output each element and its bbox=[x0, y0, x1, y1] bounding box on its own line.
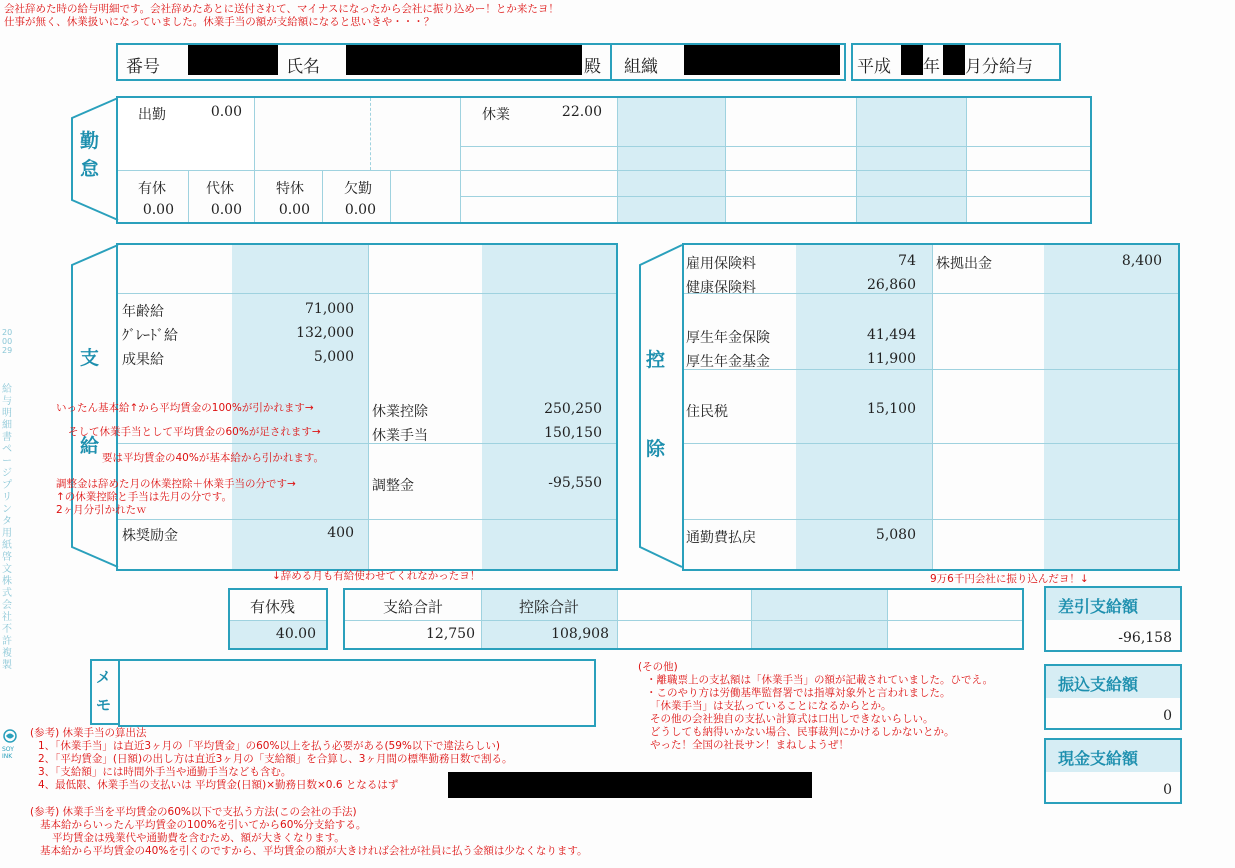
deduction-value-kenko: 26,860 bbox=[867, 277, 916, 293]
payments-section-label-1: 支 bbox=[80, 347, 100, 369]
dono-label: 殿 bbox=[584, 57, 601, 77]
deduction-value-tsukinhi: 5,080 bbox=[875, 527, 916, 543]
period-box bbox=[851, 43, 1061, 81]
deduction-label-kabukyoshutsu: 株拠出金 bbox=[936, 256, 992, 272]
payment-label-choseikin: 調整金 bbox=[372, 478, 414, 494]
sashihiki-label: 差引支給額 bbox=[1058, 597, 1139, 616]
annotation-3: 要は平均賃金の40%が基本給から引かれます。 bbox=[102, 452, 324, 464]
sashihiki-value: -96,158 bbox=[1118, 630, 1172, 646]
bottom-redaction bbox=[448, 772, 812, 798]
annotation-2: そして休業手当として平均賃金の60%が足されます→ bbox=[68, 426, 321, 438]
kyugyo-value: 22.00 bbox=[561, 104, 602, 120]
annotation-5: ↑の休業控除と手当は先月の分です。 bbox=[56, 491, 232, 503]
soy-ink-logo-text: SOY INK bbox=[2, 746, 14, 760]
year-redaction bbox=[901, 45, 923, 75]
name-redaction bbox=[346, 45, 582, 75]
payment-label-grade: ｸﾞﾚｰﾄﾞ給 bbox=[122, 328, 178, 344]
payment-value-kabushoreikin: 400 bbox=[327, 525, 354, 541]
annotation-6: 2ヶ月分引かれたｗ bbox=[56, 504, 147, 516]
genkin-value: 0 bbox=[1163, 782, 1172, 798]
deduction-label-koyo: 雇用保険料 bbox=[686, 256, 756, 272]
org-redaction bbox=[684, 45, 840, 75]
tokkyu-label: 特休 bbox=[276, 181, 304, 197]
annotation-8: 9万6千円会社に振り込んだヨ！↓ bbox=[930, 573, 1089, 585]
payments-section-label-2: 給 bbox=[80, 435, 100, 457]
shukkin-value: 0.00 bbox=[210, 104, 242, 120]
deduction-label-juminzei: 住民税 bbox=[686, 404, 728, 420]
deduction-value-kabukyoshutsu: 8,400 bbox=[1121, 253, 1162, 269]
kojo-total-value: 108,908 bbox=[551, 626, 609, 642]
yukyu-label: 有休 bbox=[138, 181, 166, 197]
number-redaction bbox=[188, 45, 278, 75]
header-box bbox=[116, 43, 846, 81]
furikomi-value: 0 bbox=[1163, 708, 1172, 724]
side-code: 200029 bbox=[2, 328, 13, 355]
shikyu-total-value: 12,750 bbox=[426, 626, 475, 642]
name-label: 氏名 bbox=[286, 57, 320, 77]
memo-label-2: モ bbox=[96, 696, 112, 714]
deduction-value-koyo: 74 bbox=[898, 253, 916, 269]
attendance-section-label-1: 勤 bbox=[80, 130, 100, 152]
memo-box bbox=[118, 659, 596, 727]
payment-label-seikakyu: 成果給 bbox=[122, 352, 164, 368]
payment-label-kabushoreikin: 株奨励金 bbox=[122, 528, 178, 544]
ref1-line-1: 1、「休業手当」は直近3ヶ月の「平均賃金」の60%以上を払う必要がある(59%以下で違法らしい) bbox=[38, 740, 500, 752]
deduction-value-kosei-kikin: 11,900 bbox=[867, 351, 916, 367]
yukyu-value: 0.00 bbox=[142, 202, 174, 218]
side-vertical-text: 給与明細書ページプリンタ用紙 啓文株式会社 不許複製 bbox=[2, 384, 22, 671]
ref1-line-2: 2、「平均賃金」(日額)の出し方は直近3ヶ月の「支給額」を合算し、3ヶ月間の標準勤務日数で割る。 bbox=[38, 753, 513, 765]
period-suffix: 月分給与 bbox=[965, 57, 1033, 77]
kekkin-value: 0.00 bbox=[344, 202, 376, 218]
other-note-6: やった！全国の社長サン！まねしようぜ！ bbox=[650, 739, 849, 751]
attendance-box bbox=[116, 96, 1092, 224]
other-note-4: その他の会社独自の支払い計算式は口出しできないらしい。 bbox=[650, 713, 934, 725]
furikomi-box bbox=[1044, 664, 1182, 730]
annotation-1: いったん基本給↑から平均賃金の100%が引かれます→ bbox=[56, 402, 314, 414]
ref1-line-4: 4、最低限、休業手当の支払いは 平均賃金(日額)×勤務日数×0.6 となるはず bbox=[38, 779, 399, 791]
number-label: 番号 bbox=[126, 57, 160, 77]
payment-label-nenreikyu: 年齢給 bbox=[122, 304, 164, 320]
year-unit: 年 bbox=[923, 57, 940, 77]
ref1-line-3: 3、「支給額」には時間外手当や通勤手当なども含む。 bbox=[38, 766, 292, 778]
payment-value-kyugyo-kojo: 250,250 bbox=[544, 401, 602, 417]
ref2-line-1: 基本給からいったん平均賃金の100%を引いてから60%分支給する。 bbox=[40, 819, 367, 831]
memo-label-1: メ bbox=[96, 668, 112, 686]
kojo-total-label: 控除合計 bbox=[519, 598, 580, 616]
deduction-label-tsukinhi: 通勤費払戻 bbox=[686, 530, 756, 546]
tokkyu-value: 0.00 bbox=[278, 202, 310, 218]
annotation-4: 調整金は辞めた月の休業控除＋休業手当の分です→ bbox=[56, 478, 296, 490]
shikyu-total-label: 支給合計 bbox=[383, 598, 444, 616]
payment-label-kyugyo-teate: 休業手当 bbox=[372, 428, 428, 444]
totals-box bbox=[343, 588, 1024, 650]
payment-value-seikakyu: 5,000 bbox=[313, 349, 354, 365]
payment-value-choseikin: -95,550 bbox=[548, 475, 602, 491]
top-note-line2: 仕事が無く、休業扱いになっていました。休業手当の額が支給額になると思いきや・・・？ bbox=[4, 16, 435, 28]
period-prefix: 平成 bbox=[857, 57, 891, 77]
deduction-label-kenko: 健康保険料 bbox=[686, 280, 756, 296]
kekkin-label: 欠勤 bbox=[344, 181, 372, 197]
deduction-value-juminzei: 15,100 bbox=[867, 401, 916, 417]
shukkin-label: 出勤 bbox=[138, 107, 166, 123]
payment-value-nenreikyu: 71,000 bbox=[305, 301, 354, 317]
top-note-line1: 会社辞めた時の給与明細です。会社辞めたあとに送付されて、マイナスになったから会社に振り込めー！とか来たヨ！ bbox=[4, 3, 559, 15]
furikomi-label: 振込支給額 bbox=[1058, 675, 1139, 694]
other-note-5: どうしても納得いかない場合、民事裁判にかけるしかないとか。 bbox=[650, 726, 955, 738]
deductions-section-label-2: 除 bbox=[646, 438, 666, 460]
ref2-line-3: 基本給から平均賃金の40%を引くのですから、平均賃金の額が大きければ会社が社員に払う金額は少なくなります。 bbox=[40, 845, 588, 857]
other-note-3: 「休業手当」は支払っていることになるからとか。 bbox=[650, 700, 892, 712]
payment-value-kyugyo-teate: 150,150 bbox=[544, 425, 602, 441]
ref1-title: (参考) 休業手当の算出法 bbox=[30, 727, 147, 739]
genkin-label: 現金支給額 bbox=[1058, 749, 1139, 768]
other-note-1: ・離職票上の支払額は「休業手当」の額が記載されていました。ひでえ。 bbox=[646, 674, 994, 686]
daikyu-value: 0.00 bbox=[210, 202, 242, 218]
sashihiki-box bbox=[1044, 586, 1182, 652]
deduction-value-kosei-hoken: 41,494 bbox=[867, 327, 916, 343]
other-notes-title: (その他) bbox=[638, 661, 678, 673]
payment-label-kyugyo-kojo: 休業控除 bbox=[372, 404, 428, 420]
month-redaction bbox=[943, 45, 965, 75]
daikyu-label: 代休 bbox=[206, 181, 234, 197]
yukyu-zan-value: 40.00 bbox=[275, 626, 316, 642]
yukyu-zan-label: 有休残 bbox=[250, 598, 296, 616]
ref2-line-2: 平均賃金は残業代や通勤費を含むため、額が大きくなります。 bbox=[52, 832, 345, 844]
other-note-2: ・このやり方は労働基準監督署では指導対象外と言われました。 bbox=[646, 687, 951, 699]
attendance-section-label-2: 怠 bbox=[80, 158, 100, 180]
yukyu-zan-box bbox=[228, 588, 328, 650]
deduction-label-kosei-kikin: 厚生年金基金 bbox=[686, 354, 770, 370]
org-label: 組織 bbox=[624, 57, 658, 77]
deductions-box bbox=[682, 243, 1180, 571]
deduction-label-kosei-hoken: 厚生年金保険 bbox=[686, 330, 770, 346]
annotation-7: ↓辞める月も有給使わせてくれなかったヨ！ bbox=[272, 570, 481, 582]
genkin-box bbox=[1044, 738, 1182, 804]
kyugyo-label: 休業 bbox=[482, 107, 510, 123]
ref2-title: (参考) 休業手当を平均賃金の60%以下で支払う方法(この会社の手法) bbox=[30, 806, 357, 818]
deductions-section-label-1: 控 bbox=[646, 349, 666, 371]
payment-value-grade: 132,000 bbox=[296, 325, 354, 341]
deductions-tab-shape bbox=[636, 243, 684, 569]
